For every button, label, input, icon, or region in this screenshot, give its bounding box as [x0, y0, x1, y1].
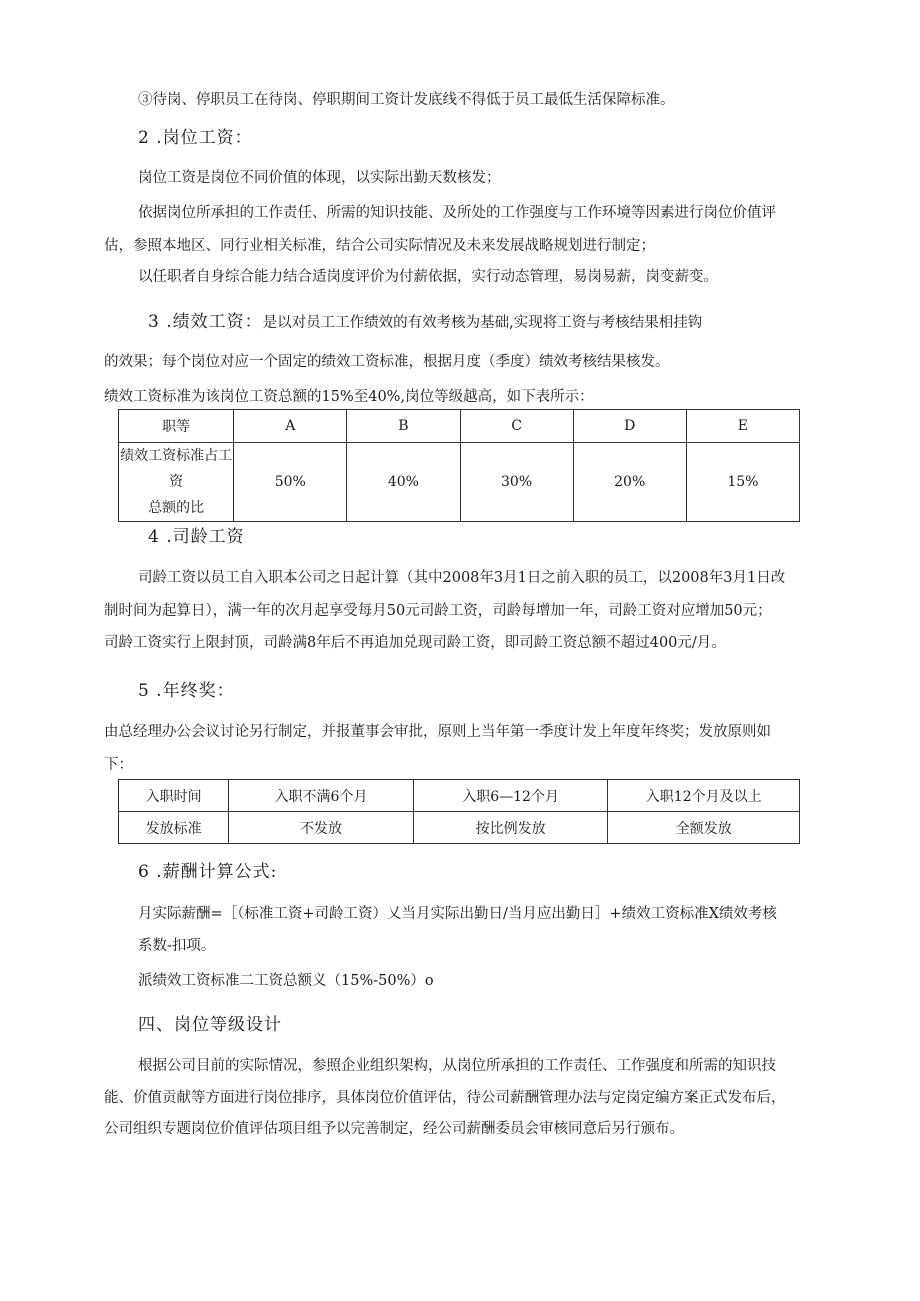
- paragraph-bonus-1: 由总经理办公会议讨论另行制定，并报董事会审批，原则上当年第一季度计发上年度年终奖；发放原则如: [104, 724, 771, 740]
- table-header-grade: 职等: [119, 410, 234, 443]
- paragraph-performance-wage-2: 的效果；每个岗位对应一个固定的绩效工资标准，根据月度（季度）绩效考核结果核发。: [104, 354, 670, 370]
- paragraph-grade-3: 公司组织专题岗位价值评估项目组予以完善制定，经公司薪酬委员会审核同意后另行颁布。: [104, 1121, 684, 1137]
- table-cell-a: 50%: [234, 443, 347, 522]
- heading-pay-formula: 6 .薪酬计算公式:: [138, 862, 278, 882]
- bonus-header-over-12: 入职12个月及以上: [608, 780, 800, 812]
- paragraph-grade-1: 根据公司目前的实际情况，参照企业组织架构，从岗位所承担的工作责任、工作强度和所需的知识技: [138, 1058, 776, 1074]
- paragraph-seniority-3: 司龄工资实行上限封顶，司龄满8年后不再追加兑现司龄工资，即司龄工资总额不超过400元/月。: [104, 635, 726, 651]
- paragraph-position-wage-1: 岗位工资是岗位不同价值的体现，以实际出勤天数核发；: [138, 170, 501, 186]
- heading-year-end-bonus: 5 .年终奖：: [138, 681, 235, 701]
- paragraph-bonus-2: 下：: [104, 757, 133, 773]
- heading-position-wage: 2 .岗位工资：: [138, 128, 253, 148]
- heading-grade-design: 四、岗位等级设计: [138, 1015, 282, 1035]
- paragraph-position-wage-2a: 依据岗位所承担的工作责任、所需的知识技能、及所处的工作强度与工作环境等因素进行岗位价值评: [138, 205, 776, 221]
- paragraph-waiting-staff: ③待岗、停职员工在待岗、停职期间工资计发底线不得低于员工最低生活保障标准。: [138, 92, 675, 108]
- bonus-cell-proportional: 按比例发放: [413, 812, 608, 844]
- table-header-d: D: [573, 410, 686, 443]
- paragraph-performance-wage-3: 绩效工资标准为该岗位工资总额的15%至40%,岗位等级越高，如下表所示：: [104, 389, 594, 405]
- table-row-label-line2: 总额的比: [148, 500, 205, 516]
- paragraph-formula-1: 月实际薪酬=［（标准工资+司龄工资）乂当月实际出勤日/当月应出勤日］+绩效工资标准X绩效考核: [138, 906, 777, 922]
- bonus-cell-full: 全额发放: [608, 812, 800, 844]
- table-header-e: E: [686, 410, 799, 443]
- heading-seniority-wage: 4 .司龄工资: [148, 527, 245, 547]
- bonus-table: [118, 779, 800, 844]
- performance-ratio-table: [118, 409, 800, 522]
- table-row-label: [119, 443, 234, 522]
- paragraph-seniority-2: 制时间为起算日），满一年的次月起享受每月50元司龄工资，司龄每增加一年，司龄工资对应增加50元；: [104, 603, 772, 619]
- paragraph-position-wage-2b: 估，参照本地区、同行业相关标准，结合公司实际情况及未来发展战略规划进行制定；: [104, 238, 655, 254]
- paragraph-position-wage-3: 以任职者自身综合能力结合适岗度评价为付薪依据，实行动态管理，易岗易薪，岗变薪变。: [138, 269, 718, 285]
- table-cell-c: 30%: [460, 443, 573, 522]
- paragraph-formula-3: 派绩效工资标准二工资总额义（15%-50%）o: [138, 973, 434, 989]
- performance-wage-intro: 是以对员工工作绩效的有效考核为基础,实现将工资与考核结果相挂钩: [262, 315, 703, 331]
- bonus-row-label: 发放标准: [119, 812, 229, 844]
- table-cell-e: 15%: [686, 443, 799, 522]
- bonus-header-under-6: 入职不满6个月: [229, 780, 414, 812]
- bonus-header-tenure: 入职时间: [119, 780, 229, 812]
- table-header-c: C: [460, 410, 573, 443]
- bonus-header-6-12: 入职6—12个月: [413, 780, 608, 812]
- heading-performance-wage: 3 .绩效工资：: [148, 312, 263, 332]
- table-header-a: A: [234, 410, 347, 443]
- paragraph-formula-2: 系数-扣项。: [138, 938, 216, 954]
- table-cell-d: 20%: [573, 443, 686, 522]
- table-header-b: B: [347, 410, 460, 443]
- paragraph-seniority-1: 司龄工资以员工自入职本公司之日起计算（其中2008年3月1日之前入职的员工，以2008年3月1日改: [138, 570, 786, 586]
- heading-performance-wage-line: [148, 312, 702, 333]
- paragraph-grade-2: 能、价值贡献等方面进行岗位排序，具体岗位价值评估，待公司薪酬管理办法与定岗定编方案正式发布后，: [104, 1090, 786, 1106]
- bonus-cell-none: 不发放: [229, 812, 414, 844]
- table-row-label-line1: 绩效工资标准占工资: [120, 448, 233, 490]
- table-cell-b: 40%: [347, 443, 460, 522]
